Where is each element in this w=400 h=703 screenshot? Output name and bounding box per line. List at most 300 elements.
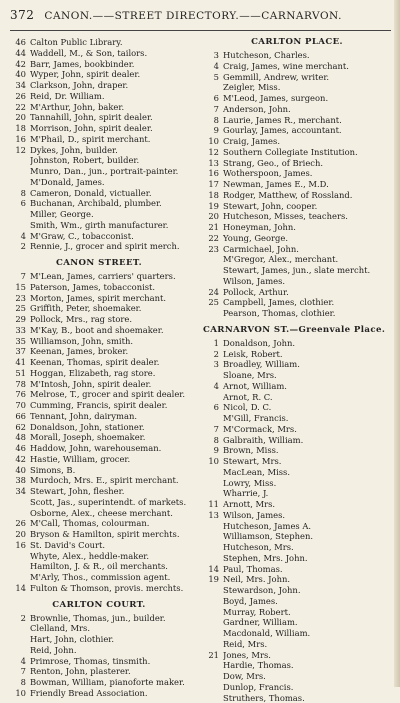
directory-entry: [10, 325, 188, 336]
directory-entry: [203, 521, 391, 532]
directory-entry: [203, 93, 391, 104]
entry-name: Fulton & Thomson, provis. merchts.: [30, 583, 188, 594]
entry-name: Sloane, Mrs.: [223, 370, 391, 381]
entry-number: 16: [10, 134, 30, 145]
entry-number: 37: [10, 346, 30, 357]
entry-number: 6: [203, 93, 223, 104]
entry-name: Stewart, James, jun., slate mercht.: [223, 265, 391, 276]
entry-name: St. David's Court.: [30, 540, 188, 551]
directory-entry: [203, 445, 391, 456]
entry-number: [203, 542, 223, 553]
entry-number: 35: [10, 336, 30, 347]
entry-number: 34: [10, 80, 30, 91]
entry-name: Munro, Dan., jun., portrait-painter.: [30, 166, 188, 177]
entry-number: 42: [10, 59, 30, 70]
directory-entry: [203, 510, 391, 521]
entry-name: MacLean, Miss.: [223, 467, 391, 478]
entry-number: 25: [10, 303, 30, 314]
entry-number: [203, 682, 223, 693]
entry-name: M'Donald, James.: [30, 177, 188, 188]
entry-number: [203, 639, 223, 650]
entry-name: Rennie, J., grocer and spirit merch.: [30, 241, 188, 252]
entry-number: 10: [203, 136, 223, 147]
directory-entry: [203, 50, 391, 61]
entry-name: Pollock, Arthur.: [223, 287, 391, 298]
entry-number: 4: [203, 381, 223, 392]
entry-number: 48: [10, 432, 30, 443]
entry-name: Arnot, William.: [223, 381, 391, 392]
directory-entry: [203, 61, 391, 72]
directory-entry: [203, 158, 391, 169]
directory-entry: [203, 553, 391, 564]
page-gutter-edge: [394, 0, 400, 687]
entry-number: 7: [10, 666, 30, 677]
entry-number: [203, 467, 223, 478]
entry-number: [10, 177, 30, 188]
entry-name: Paul, Thomas.: [223, 564, 391, 575]
entry-name: Keenan, Thomas, spirit dealer.: [30, 357, 188, 368]
entry-number: 41: [10, 357, 30, 368]
entry-number: [10, 220, 30, 231]
entry-number: [203, 82, 223, 93]
directory-entry: [10, 443, 188, 454]
entry-name: Brownlie, Thomas, jun., builder.: [30, 613, 188, 624]
entry-name: Southern Collegiate Institution.: [223, 147, 391, 158]
entry-number: 29: [10, 314, 30, 325]
directory-entry: [10, 69, 188, 80]
entry-name: Newman, James E., M.D.: [223, 179, 391, 190]
directory-entry: [10, 241, 188, 252]
entry-name: Donaldson, John.: [223, 338, 391, 349]
entry-number: [203, 254, 223, 265]
entry-name: M'Cormack, Mrs.: [223, 424, 391, 435]
entry-name: Neil, Mrs. John.: [223, 574, 391, 585]
entry-name: Wilson, James.: [223, 276, 391, 287]
entry-name: Melrose, T., grocer and spirit dealer.: [30, 389, 188, 400]
directory-entry: [10, 220, 188, 231]
entry-name: Morrison, John, spirit dealer.: [30, 123, 188, 134]
directory-entry: [10, 389, 188, 400]
directory-entry: [203, 359, 391, 370]
section-title-carnarvon-street: CARNARVON ST.—Greenvale Place.: [203, 325, 391, 335]
directory-entry: [10, 188, 188, 199]
directory-entry: [10, 346, 188, 357]
entry-name: Anderson, John.: [223, 104, 391, 115]
directory-entry: [203, 660, 391, 671]
entry-number: 7: [203, 424, 223, 435]
running-head: CANON.——STREET DIRECTORY.——CARNARVON.: [44, 10, 342, 22]
entry-name: Dunlop, Francis.: [223, 682, 391, 693]
entry-name: Young, George.: [223, 233, 391, 244]
entry-name: Stewardson, John.: [223, 585, 391, 596]
carnarvon-street-list: [203, 338, 391, 703]
entry-number: 40: [10, 69, 30, 80]
entry-name: Wotherspoon, James.: [223, 168, 391, 179]
entry-name: Gemmill, Andrew, writer.: [223, 72, 391, 83]
directory-entry: [10, 80, 188, 91]
entry-name: Clarkson, John, draper.: [30, 80, 188, 91]
entry-number: 16: [10, 540, 30, 551]
entry-name: Stewart, John, flesher.: [30, 486, 188, 497]
directory-entry: [203, 542, 391, 553]
entry-number: 10: [10, 688, 30, 699]
entry-name: Honeyman, John.: [223, 222, 391, 233]
directory-entry: [203, 413, 391, 424]
entry-number: 1: [203, 338, 223, 349]
entry-name: Hart, John, clothier.: [30, 634, 188, 645]
entry-number: 23: [203, 244, 223, 255]
page-number: 372: [10, 8, 34, 22]
entry-name: Primrose, Thomas, tinsmith.: [30, 656, 188, 667]
entry-number: 4: [10, 656, 30, 667]
entry-number: 21: [203, 650, 223, 661]
entry-name: Smith, Wm., girth manufacturer.: [30, 220, 188, 231]
directory-entry: [10, 379, 188, 390]
directory-entry: [10, 540, 188, 551]
directory-entry: [10, 112, 188, 123]
directory-entry: [203, 596, 391, 607]
entry-number: 13: [203, 158, 223, 169]
entry-number: 33: [10, 325, 30, 336]
entry-name: Craig, James, wine merchant.: [223, 61, 391, 72]
entry-number: 46: [10, 443, 30, 454]
entry-number: [10, 155, 30, 166]
entry-number: 3: [203, 50, 223, 61]
entry-number: [203, 488, 223, 499]
directory-entry: [203, 72, 391, 83]
directory-entry: [10, 613, 188, 624]
directory-entry: [10, 209, 188, 220]
directory-entry: [203, 531, 391, 542]
entry-name: Gardner, William.: [223, 617, 391, 628]
entry-name: Stephen, Mrs. John.: [223, 553, 391, 564]
entry-number: [203, 660, 223, 671]
directory-entry: [10, 102, 188, 113]
entry-number: 14: [10, 583, 30, 594]
directory-entry: [10, 634, 188, 645]
directory-entry: [10, 400, 188, 411]
entry-name: Broadley, William.: [223, 359, 391, 370]
entry-name: M'Phail, D., spirit merchant.: [30, 134, 188, 145]
entry-name: Pollock, Mrs., rag store.: [30, 314, 188, 325]
directory-entry: [10, 411, 188, 422]
entry-number: 12: [203, 147, 223, 158]
directory-entry: [203, 308, 391, 319]
entry-name: M'Gill, Francis.: [223, 413, 391, 424]
directory-entry: [10, 422, 188, 433]
directory-entry: [203, 381, 391, 392]
directory-entry: [203, 168, 391, 179]
entry-number: 22: [203, 233, 223, 244]
entry-number: [10, 508, 30, 519]
entry-number: [203, 607, 223, 618]
entry-number: 16: [203, 168, 223, 179]
entry-number: [10, 209, 30, 220]
directory-entry: [10, 166, 188, 177]
directory-entry: [203, 392, 391, 403]
entry-number: 14: [203, 564, 223, 575]
entry-number: [203, 392, 223, 403]
entry-name: Murdoch, Mrs. E., spirit merchant.: [30, 475, 188, 486]
right-column: [203, 37, 391, 703]
entry-number: 2: [203, 349, 223, 360]
directory-entry: [203, 179, 391, 190]
entry-name: Morton, James, spirit merchant.: [30, 293, 188, 304]
directory-entry: [203, 136, 391, 147]
entry-name: Boyd, James.: [223, 596, 391, 607]
entry-number: 4: [10, 231, 30, 242]
directory-entry: [203, 349, 391, 360]
directory-entry: [203, 693, 391, 703]
entry-name: Friendly Bread Association.: [30, 688, 188, 699]
directory-entry: [10, 145, 188, 156]
entry-name: Hutcheson, Charles.: [223, 50, 391, 61]
entry-number: [10, 561, 30, 572]
entry-name: Hutcheson, James A.: [223, 521, 391, 532]
directory-entry: [203, 639, 391, 650]
entry-name: Cameron, Donald, victualler.: [30, 188, 188, 199]
directory-entry: [10, 465, 188, 476]
entry-number: 38: [10, 475, 30, 486]
entry-number: 46: [10, 37, 30, 48]
directory-entry: [203, 585, 391, 596]
directory-entry: [203, 456, 391, 467]
entry-number: [203, 617, 223, 628]
entry-name: Carmichael, John.: [223, 244, 391, 255]
directory-entry: [10, 48, 188, 59]
entry-number: 8: [203, 115, 223, 126]
entry-name: M'Graw, C., tobacconist.: [30, 231, 188, 242]
entry-number: 5: [203, 72, 223, 83]
entry-name: Waddell, M., & Son, tailors.: [30, 48, 188, 59]
entry-name: Leisk, Robert.: [223, 349, 391, 360]
entry-number: [203, 585, 223, 596]
entry-number: [10, 572, 30, 583]
entry-name: Calton Public Library.: [30, 37, 188, 48]
entry-number: 70: [10, 400, 30, 411]
entry-name: M'Arthur, John, baker.: [30, 102, 188, 113]
entry-name: Campbell, James, clothier.: [223, 297, 391, 308]
directory-entry: [10, 357, 188, 368]
entry-name: Clelland, Mrs.: [30, 623, 188, 634]
entry-number: [203, 370, 223, 381]
directory-entry: [10, 198, 188, 209]
section-title-canon-street: CANON STREET.: [10, 258, 188, 268]
directory-entry: [10, 688, 188, 699]
entry-name: Simons, B.: [30, 465, 188, 476]
entry-name: Hastie, William, grocer.: [30, 454, 188, 465]
section-title-carlton-court: CARLTON COURT.: [10, 600, 188, 610]
entry-number: 20: [10, 529, 30, 540]
entry-name: Morall, Joseph, shoemaker.: [30, 432, 188, 443]
entry-number: [203, 265, 223, 276]
entry-name: Hutcheson, Misses, teachers.: [223, 211, 391, 222]
entry-number: 8: [10, 188, 30, 199]
entry-name: Arnot, R. C.: [223, 392, 391, 403]
entry-name: Dow, Mrs.: [223, 671, 391, 682]
entry-number: [203, 413, 223, 424]
directory-entry: [10, 303, 188, 314]
entry-number: 18: [10, 123, 30, 134]
entry-number: 44: [10, 48, 30, 59]
entry-number: 21: [203, 222, 223, 233]
entry-number: 20: [203, 211, 223, 222]
entry-name: M'Gregor, Alex., merchant.: [223, 254, 391, 265]
entry-name: Gourlay, James, accountant.: [223, 125, 391, 136]
entry-number: 51: [10, 368, 30, 379]
directory-entry: [203, 488, 391, 499]
columns: [10, 37, 391, 703]
entry-name: Barr, James, bookbinder.: [30, 59, 188, 70]
directory-entry: [203, 190, 391, 201]
entry-number: 4: [203, 61, 223, 72]
directory-entry: [10, 666, 188, 677]
entry-name: Wilson, James.: [223, 510, 391, 521]
directory-entry: [203, 435, 391, 446]
entry-name: Craig, James.: [223, 136, 391, 147]
entry-name: M'Intosh, John, spirit dealer.: [30, 379, 188, 390]
directory-entry: [203, 265, 391, 276]
entry-name: Arnott, Mrs.: [223, 499, 391, 510]
directory-entry: [10, 677, 188, 688]
entry-number: 13: [203, 510, 223, 521]
entry-name: Tannahill, John, spirit dealer.: [30, 112, 188, 123]
carlton-court-list: [10, 613, 188, 699]
entry-number: [203, 628, 223, 639]
entry-name: Nicol, D. C.: [223, 402, 391, 413]
directory-entry: [10, 336, 188, 347]
entry-name: Zeigler, Miss.: [223, 82, 391, 93]
directory-entry: [10, 529, 188, 540]
directory-entry: [203, 244, 391, 255]
left-top-list: [10, 37, 188, 252]
entry-number: [203, 531, 223, 542]
entry-number: [10, 645, 30, 656]
directory-entry: [10, 583, 188, 594]
entry-name: Jones, Mrs.: [223, 650, 391, 661]
directory-entry: [203, 424, 391, 435]
entry-number: 62: [10, 422, 30, 433]
entry-name: Osborne, Alex., cheese merchant.: [30, 508, 188, 519]
directory-entry: [10, 231, 188, 242]
entry-name: Miller, George.: [30, 209, 188, 220]
directory-entry: [203, 211, 391, 222]
entry-number: 3: [203, 359, 223, 370]
entry-name: Renton, John, plasterer.: [30, 666, 188, 677]
entry-name: Hamilton, J. & R., oil merchants.: [30, 561, 188, 572]
directory-entry: [10, 551, 188, 562]
entry-number: [203, 671, 223, 682]
section-title-carlton-place: CARLTON PLACE.: [203, 37, 391, 47]
directory-entry: [203, 115, 391, 126]
directory-entry: [10, 271, 188, 282]
entry-number: 2: [10, 613, 30, 624]
directory-entry: [203, 671, 391, 682]
entry-name: Pearson, Thomas, clothier.: [223, 308, 391, 319]
entry-name: Williamson, Stephen.: [223, 531, 391, 542]
entry-number: 15: [10, 282, 30, 293]
directory-entry: [10, 59, 188, 70]
directory-entry: [203, 499, 391, 510]
directory-entry: [10, 561, 188, 572]
entry-name: Cumming, Francis, spirit dealer.: [30, 400, 188, 411]
entry-number: 42: [10, 454, 30, 465]
entry-number: [10, 166, 30, 177]
entry-number: 26: [10, 518, 30, 529]
entry-name: Whyte, Alex., heddle-maker.: [30, 551, 188, 562]
entry-number: 8: [10, 677, 30, 688]
entry-number: 9: [203, 445, 223, 456]
entry-name: M'Leod, James, surgeon.: [223, 93, 391, 104]
directory-entry: [203, 125, 391, 136]
entry-name: Macdonald, William.: [223, 628, 391, 639]
entry-name: Dykes, John, builder.: [30, 145, 188, 156]
directory-entry: [203, 617, 391, 628]
directory-entry: [203, 233, 391, 244]
entry-number: 23: [10, 293, 30, 304]
entry-number: 26: [10, 91, 30, 102]
directory-entry: [203, 682, 391, 693]
entry-name: Stewart, John, cooper.: [223, 201, 391, 212]
entry-name: Reid, Dr. William.: [30, 91, 188, 102]
directory-entry: [203, 402, 391, 413]
entry-number: 12: [10, 145, 30, 156]
entry-number: [203, 276, 223, 287]
entry-name: Brown, Miss.: [223, 445, 391, 456]
directory-entry: [10, 508, 188, 519]
directory-entry: [10, 37, 188, 48]
entry-name: Griffith, Peter, shoemaker.: [30, 303, 188, 314]
entry-number: [10, 497, 30, 508]
entry-number: 8: [203, 435, 223, 446]
entry-number: 34: [10, 486, 30, 497]
entry-number: 6: [203, 402, 223, 413]
directory-entry: [10, 656, 188, 667]
entry-number: 24: [203, 287, 223, 298]
canon-street-list: [10, 271, 188, 594]
entry-number: 76: [10, 389, 30, 400]
entry-number: 66: [10, 411, 30, 422]
left-column: [10, 37, 188, 703]
directory-entry: [10, 475, 188, 486]
entry-number: [203, 478, 223, 489]
directory-entry: [203, 467, 391, 478]
directory-entry: [10, 368, 188, 379]
entry-name: Struthers, Thomas.: [223, 693, 391, 703]
entry-number: 9: [203, 125, 223, 136]
directory-entry: [10, 432, 188, 443]
directory-entry: [203, 370, 391, 381]
directory-entry: [10, 486, 188, 497]
page-header: [10, 8, 391, 30]
entry-number: [203, 521, 223, 532]
directory-entry: [203, 650, 391, 661]
entry-name: M'Lean, James, carriers' quarters.: [30, 271, 188, 282]
directory-entry: [203, 276, 391, 287]
entry-name: Strang, Geo., of Briech.: [223, 158, 391, 169]
directory-entry: [10, 454, 188, 465]
entry-name: Hardie, Thomas.: [223, 660, 391, 671]
entry-name: Wyper, John, spirit dealer.: [30, 69, 188, 80]
directory-entry: [203, 574, 391, 585]
entry-name: Haddow, John, warehouseman.: [30, 443, 188, 454]
entry-number: [203, 693, 223, 703]
entry-name: Bowman, William, pianoforte maker.: [30, 677, 188, 688]
entry-name: Bryson & Hamilton, spirit merchts.: [30, 529, 188, 540]
entry-number: [203, 553, 223, 564]
entry-name: Tennant, John, dairyman.: [30, 411, 188, 422]
directory-entry: [10, 123, 188, 134]
